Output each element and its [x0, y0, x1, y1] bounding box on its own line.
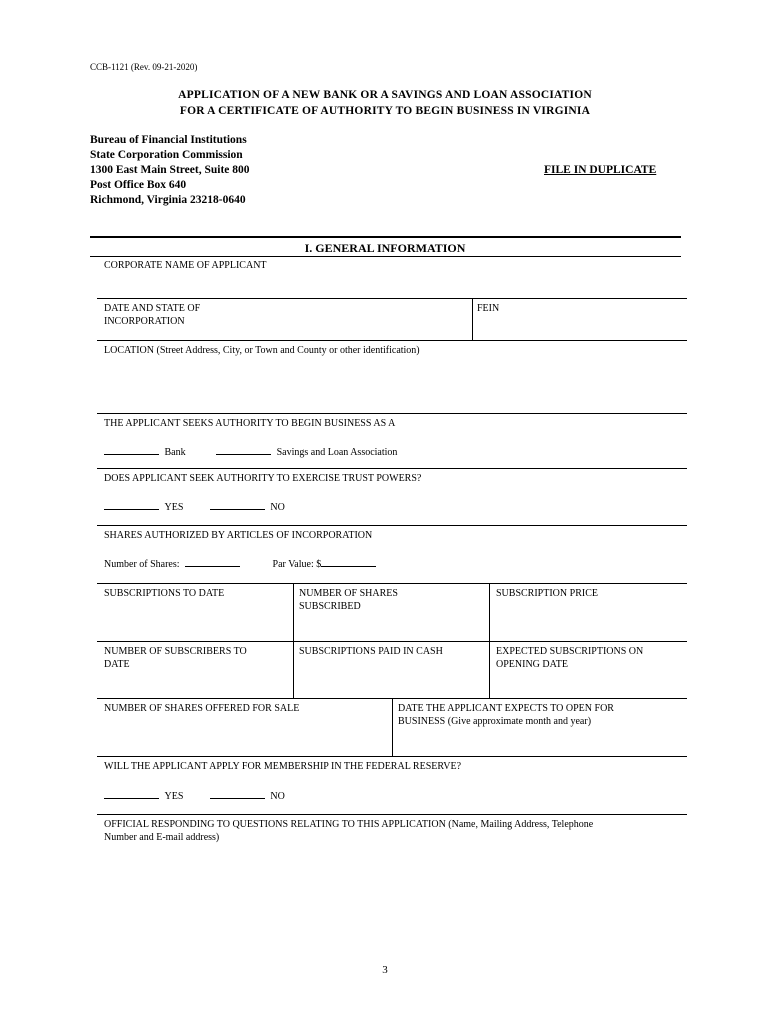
- no-label: NO: [270, 791, 285, 802]
- offered-for-sale-label: NUMBER OF SHARES OFFERED FOR SALE: [104, 703, 300, 714]
- par-value-blank[interactable]: [321, 557, 376, 567]
- address-block: [90, 133, 250, 208]
- fein-label: FEIN: [477, 303, 500, 314]
- yes-label: YES: [164, 502, 184, 513]
- fed-no-blank[interactable]: [210, 789, 265, 799]
- address-line: State Corporation Commission: [90, 149, 243, 161]
- trust-powers-answer-row: [104, 500, 285, 514]
- federal-reserve-label: WILL THE APPLICANT APPLY FOR MEMBERSHIP IN THE FEDERAL RESERVE?: [104, 761, 462, 772]
- official-label: [104, 818, 593, 844]
- row-divider: [97, 583, 687, 584]
- expected-line2: OPENING DATE: [496, 659, 568, 670]
- shares-subscribed-line2: SUBSCRIBED: [299, 601, 361, 612]
- yes-label: YES: [164, 791, 184, 802]
- row-divider: [97, 340, 687, 341]
- address-line: Bureau of Financial Institutions: [90, 134, 247, 146]
- section-bottom-rule: [90, 256, 681, 257]
- date-state-label-line1: DATE AND STATE OF: [104, 303, 201, 314]
- official-line1: OFFICIAL RESPONDING TO QUESTIONS RELATING TO THIS APPLICATION (Name, Mailing Address, Telephone: [104, 819, 594, 830]
- column-divider: [472, 298, 473, 340]
- trust-powers-label: DOES APPLICANT SEEK AUTHORITY TO EXERCISE TRUST POWERS?: [104, 473, 422, 484]
- row-divider: [97, 756, 687, 757]
- address-line: 1300 East Main Street, Suite 800: [90, 164, 250, 176]
- form-number: CCB-1121 (Rev. 09-21-2020): [90, 62, 198, 72]
- row-divider: [97, 298, 687, 299]
- trust-no-blank[interactable]: [210, 500, 265, 510]
- open-date-line1: DATE THE APPLICANT EXPECTS TO OPEN FOR: [398, 703, 614, 714]
- business-type-row: [104, 445, 397, 459]
- shares-subscribed-label: [299, 587, 398, 613]
- savings-loan-blank[interactable]: [216, 445, 271, 455]
- row-divider: [97, 814, 687, 815]
- fed-yes-blank[interactable]: [104, 789, 159, 799]
- date-state-label: [104, 302, 200, 328]
- address-line: Richmond, Virginia 23218-0640: [90, 194, 246, 206]
- number-of-shares-blank[interactable]: [185, 557, 240, 567]
- section-top-rule: [90, 236, 681, 238]
- bank-blank[interactable]: [104, 445, 159, 455]
- row-divider: [97, 468, 687, 469]
- savings-loan-option-label: Savings and Loan Association: [276, 447, 398, 458]
- row-divider: [97, 641, 687, 642]
- shares-authorized-label: SHARES AUTHORIZED BY ARTICLES OF INCORPORATION: [104, 530, 373, 541]
- federal-reserve-answer-row: [104, 789, 285, 803]
- section-title: I. GENERAL INFORMATION: [304, 241, 466, 255]
- subscribers-line1: NUMBER OF SUBSCRIBERS TO: [104, 646, 247, 657]
- title-line-1: APPLICATION OF A NEW BANK OR A SAVINGS AND LOAN ASSOCIATION: [178, 89, 592, 101]
- expected-line1: EXPECTED SUBSCRIPTIONS ON: [496, 646, 644, 657]
- open-date-line2: BUSINESS (Give approximate month and year): [398, 716, 592, 727]
- number-of-shares-label: Number of Shares:: [104, 559, 180, 570]
- corporate-name-label: CORPORATE NAME OF APPLICANT: [104, 260, 267, 271]
- row-divider: [97, 525, 687, 526]
- seeks-authority-label: THE APPLICANT SEEKS AUTHORITY TO BEGIN BUSINESS AS A: [104, 418, 396, 429]
- paid-in-cash-label: SUBSCRIPTIONS PAID IN CASH: [299, 646, 443, 657]
- no-label: NO: [270, 502, 285, 513]
- subscribers-label: [104, 645, 247, 671]
- subscribers-line2: DATE: [104, 659, 130, 670]
- row-divider: [97, 413, 687, 414]
- column-divider: [489, 583, 490, 641]
- subscriptions-to-date-label: SUBSCRIPTIONS TO DATE: [104, 588, 225, 599]
- address-line: Post Office Box 640: [90, 179, 187, 191]
- bank-option-label: Bank: [164, 447, 186, 458]
- official-line2: Number and E-mail address): [104, 832, 220, 843]
- shares-subscribed-line1: NUMBER OF SHARES: [299, 588, 398, 599]
- column-divider: [392, 698, 393, 756]
- date-state-label-line2: INCORPORATION: [104, 316, 185, 327]
- par-value-label: Par Value: $: [272, 559, 322, 570]
- location-label: LOCATION (Street Address, City, or Town and County or other identification): [104, 345, 420, 356]
- file-in-duplicate: FILE IN DUPLICATE: [544, 164, 657, 176]
- page-number: 3: [382, 964, 388, 976]
- open-date-label: [398, 702, 614, 728]
- subscription-price-label: SUBSCRIPTION PRICE: [496, 588, 598, 599]
- expected-subscriptions-label: [496, 645, 643, 671]
- title-line-2: FOR A CERTIFICATE OF AUTHORITY TO BEGIN BUSINESS IN VIRGINIA: [179, 105, 591, 117]
- shares-row: [104, 557, 376, 571]
- column-divider: [489, 641, 490, 698]
- trust-yes-blank[interactable]: [104, 500, 159, 510]
